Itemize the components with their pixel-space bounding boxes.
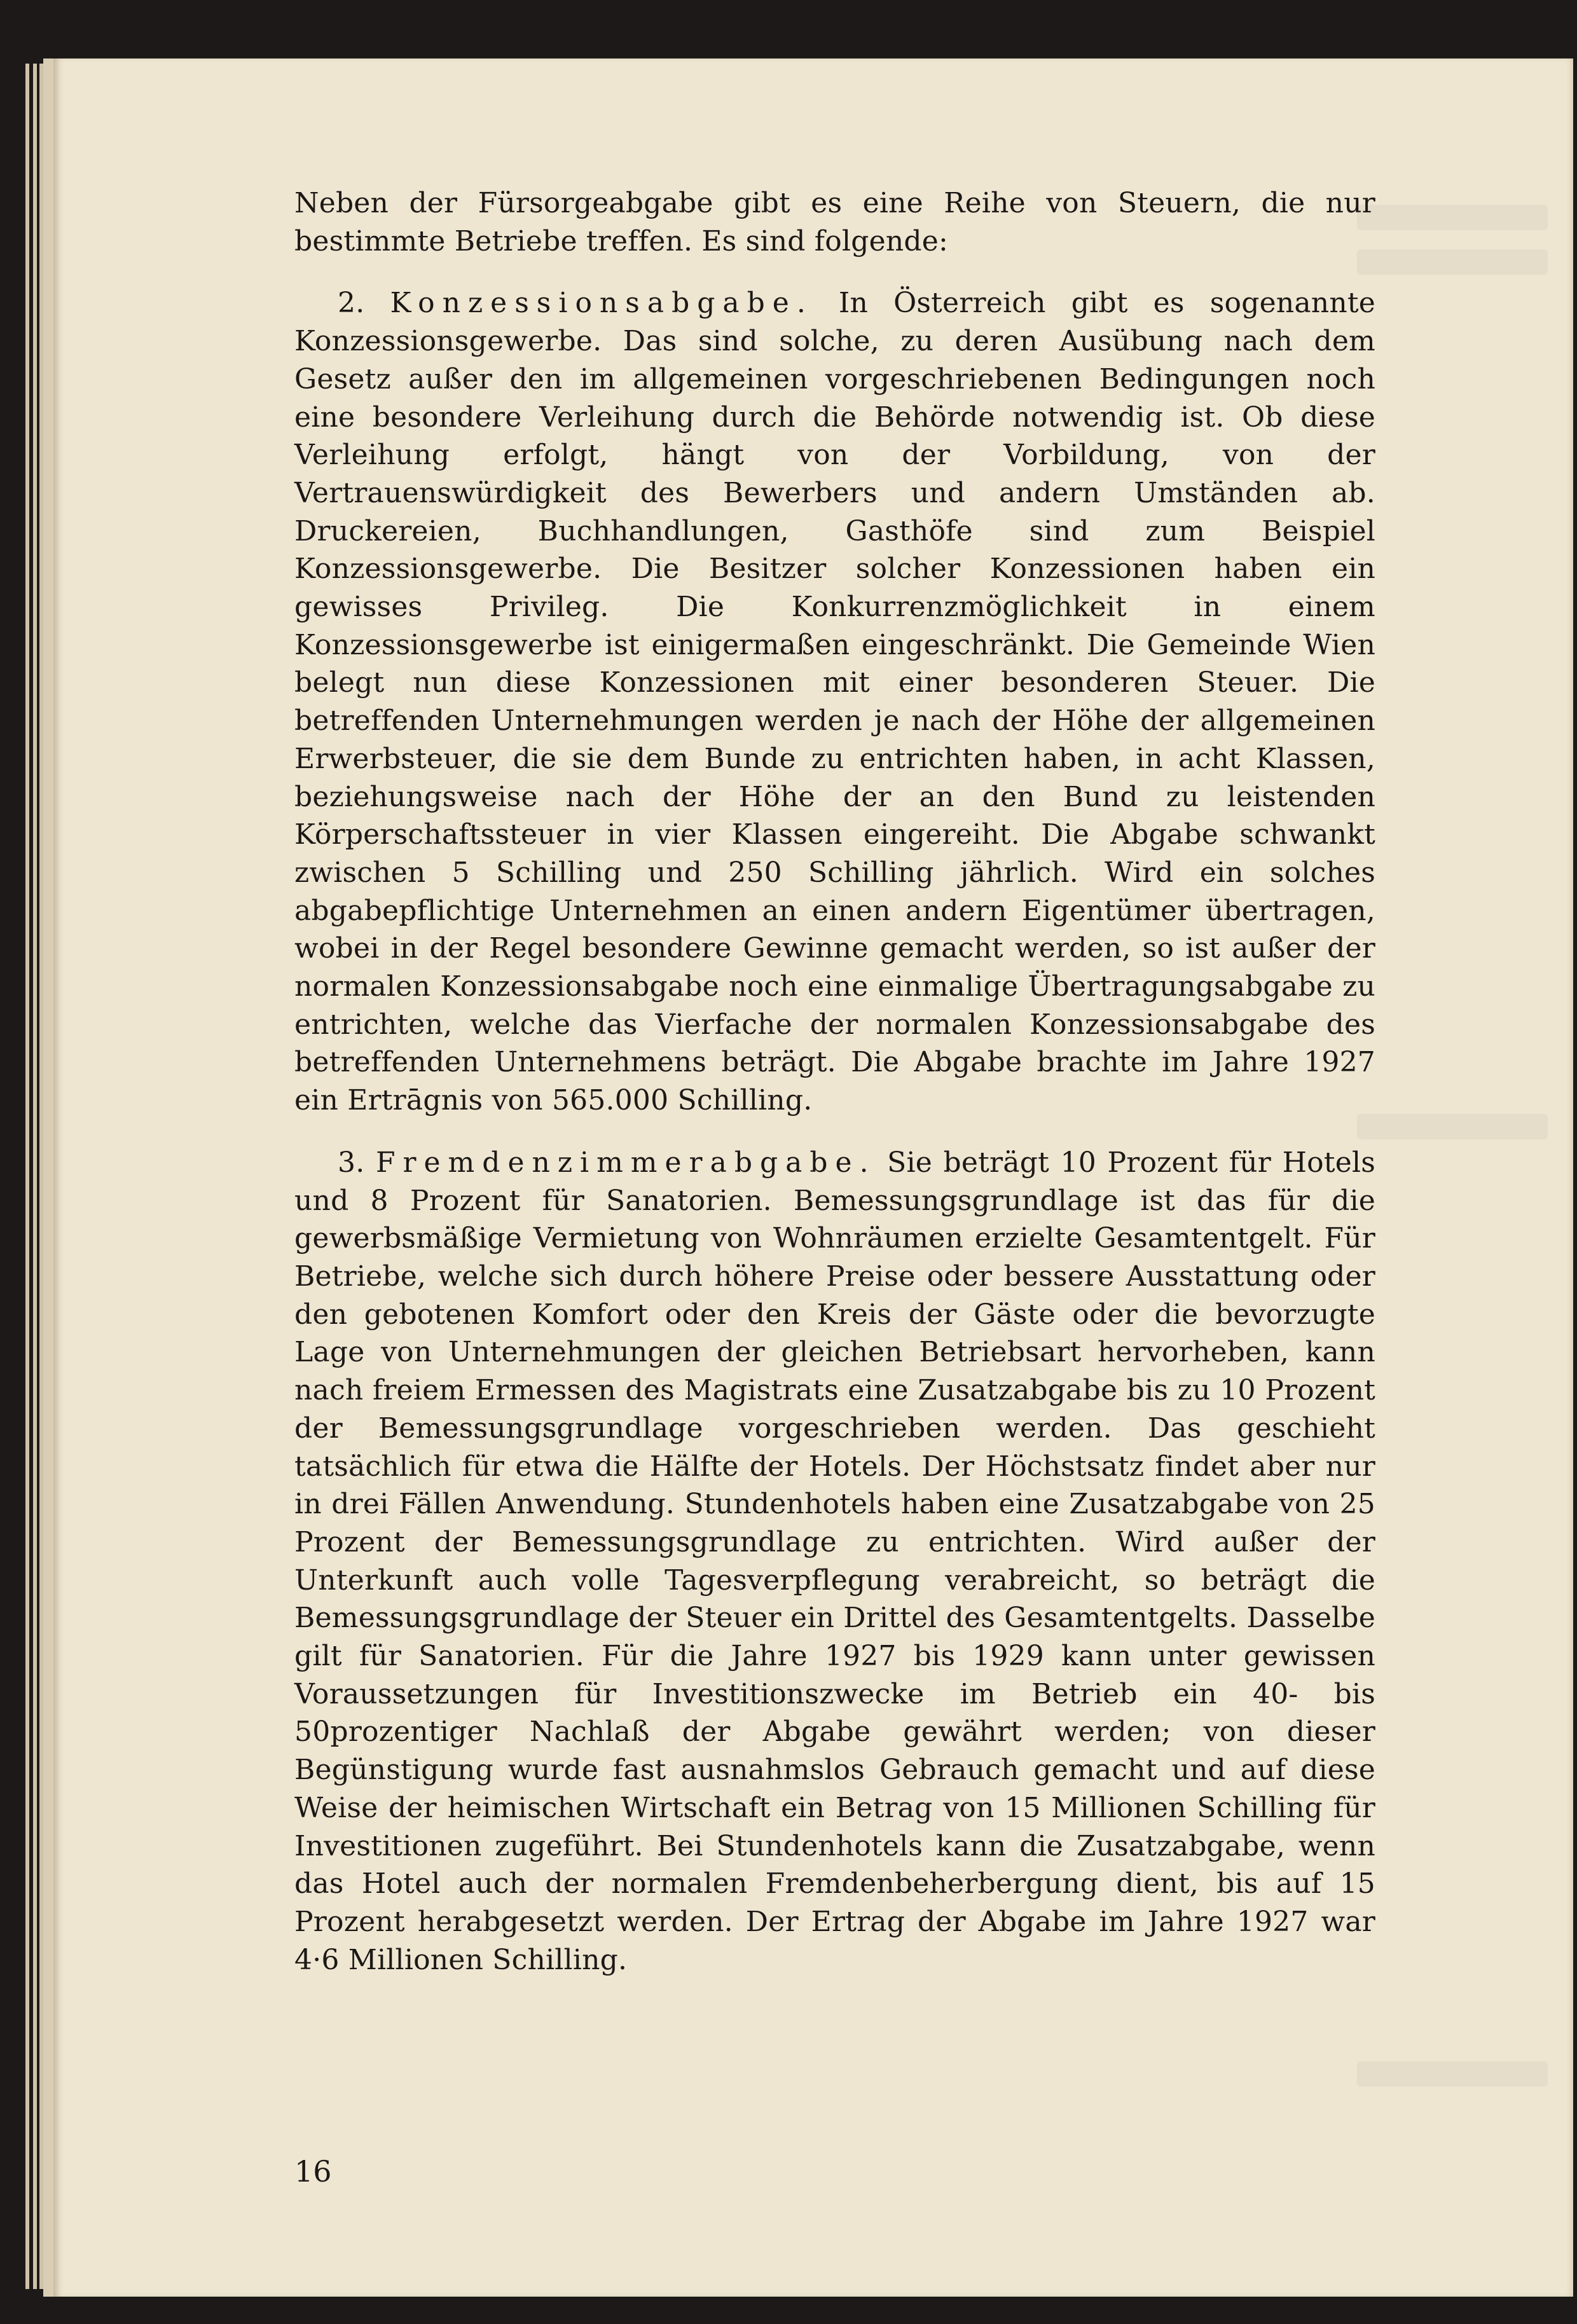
section-number: 2. — [338, 287, 365, 320]
page-edge — [33, 64, 37, 2289]
section-number: 3. — [338, 1146, 365, 1179]
section-heading: Konzessionsabgabe. — [390, 287, 813, 320]
page-number: 16 — [294, 2154, 332, 2189]
paragraph-text: In Österreich gibt es sogenannte Konzessionsgewerbe. Das sind solche, zu deren Ausübung nach dem Gesetz außer den im allgemeinen vorgeschriebenen Bedingungen noch eine besondere Verleihung durch die Behörde notwendig ist. Ob diese Verleihung erfolgt, hängt von der Vorbildung, von der Vertrauenswürdigkeit des Bewerbers und andern Umständen ab. Druckereien, Buchhandlungen, Gasthöfe sind zum Beispiel Konzessionsgewerbe. Die Besitzer solcher Konzessionen haben ein gewisses Privileg. Die Konkurrenzmöglichkeit in einem Konzessionsgewerbe ist einigermaßen eingeschränkt. Die Gemeinde Wien belegt nun diese Konzessionen mit einer besonderen Steuer. Die betreffenden Unternehmungen werden je nach der Höhe der allgemeinen Erwerbsteuer, die sie dem Bunde zu entrichten haben, in acht Klassen, beziehungsweise nach der Höhe der an den Bund zu leistenden Körperschaftssteuer in vier Klassen eingereiht. Die Abgabe schwankt zwischen 5 Schilling und 250 Schilling jährlich. Wird ein solches abgabepflichtige Unternehmen an einen andern Eigentümer übertragen, wobei in der Regel besondere Gewinne gemacht werden, so ist außer der normalen Konzessionsabgabe noch eine einmalige Übertragungsabgabe zu entrichten, welche das Vierfache der normalen Konzessionsabgabe des betreffenden Unternehmens beträgt. Die Abgabe brachte im Jahre 1927 ein Ertrāgnis von 565.000 Schilling. — [294, 287, 1376, 1117]
paragraph-text: Neben der Fürsorgeabgabe gibt es eine Reihe von Steuern, die nur bestimmte Betriebe treffen. Es sind folgende: — [294, 187, 1375, 258]
page-edge — [25, 64, 29, 2289]
bleed-through — [1357, 249, 1548, 275]
section-fremdenzimmerabgabe — [294, 1144, 1375, 1979]
bleed-through — [1357, 205, 1548, 230]
paragraph-text: Sie beträgt 10 Prozent für Hotels und 8 Prozent für Sanatorien. Bemessungsgrundlage ist das für die gewerbsmäßige Vermietung von Wohnräumen erzielte Gesamtentgelt. Für Betriebe, welche sich durch höhere Preise oder bessere Ausstattung oder den gebotenen Komfort oder den Kreis der Gäste oder die bevorzugte Lage von Unternehmungen der gleichen Betriebsart hervorheben, kann nach freiem Ermessen des Magistrats eine Zusatzabgabe bis zu 10 Prozent der Bemessungsgrundlage vorgeschrieben werden. Das geschieht tatsächlich für etwa die Hälfte der Hotels. Der Höchstsatz findet aber nur in drei Fällen Anwendung. Stundenhotels haben eine Zusatzabgabe von 25 Prozent der Bemessungsgrundlage zu entrichten. Wird außer der Unterkunft auch volle Tagesverpflegung verabreicht, so beträgt die Bemessungsgrundlage der Steuer ein Drittel des Gesamtentgelts. Dasselbe gilt für Sanatorien. Für die Jahre 1927 bis 1929 kann unter gewissen Voraussetzungen für Investitionszwecke im Betrieb ein 40- bis 50prozentiger Nachlaß der Abgabe gewährt werden; von dieser Begünstigung wurde fast ausnahmslos Gebrauch gemacht und auf diese Weise der heimischen Wirtschaft ein Betrag von 15 Millionen Schilling für Investitionen zugeführt. Bei Stundenhotels kann die Zusatzabgabe, wenn das Hotel auch der normalen Fremdenbeherbergung dient, bis auf 15 Prozent herabgesetzt werden. Der Ertrag der Abgabe im Jahre 1927 war 4·6 Millionen Schilling. — [294, 1146, 1376, 1976]
section-heading: Fremdenzimmerabgabe. — [375, 1146, 876, 1179]
bleed-through — [1357, 1114, 1548, 1139]
body-text — [294, 184, 1375, 1979]
bleed-through — [1357, 2061, 1548, 2087]
intro-paragraph — [294, 184, 1375, 260]
section-konzessionsabgabe — [294, 284, 1375, 1119]
